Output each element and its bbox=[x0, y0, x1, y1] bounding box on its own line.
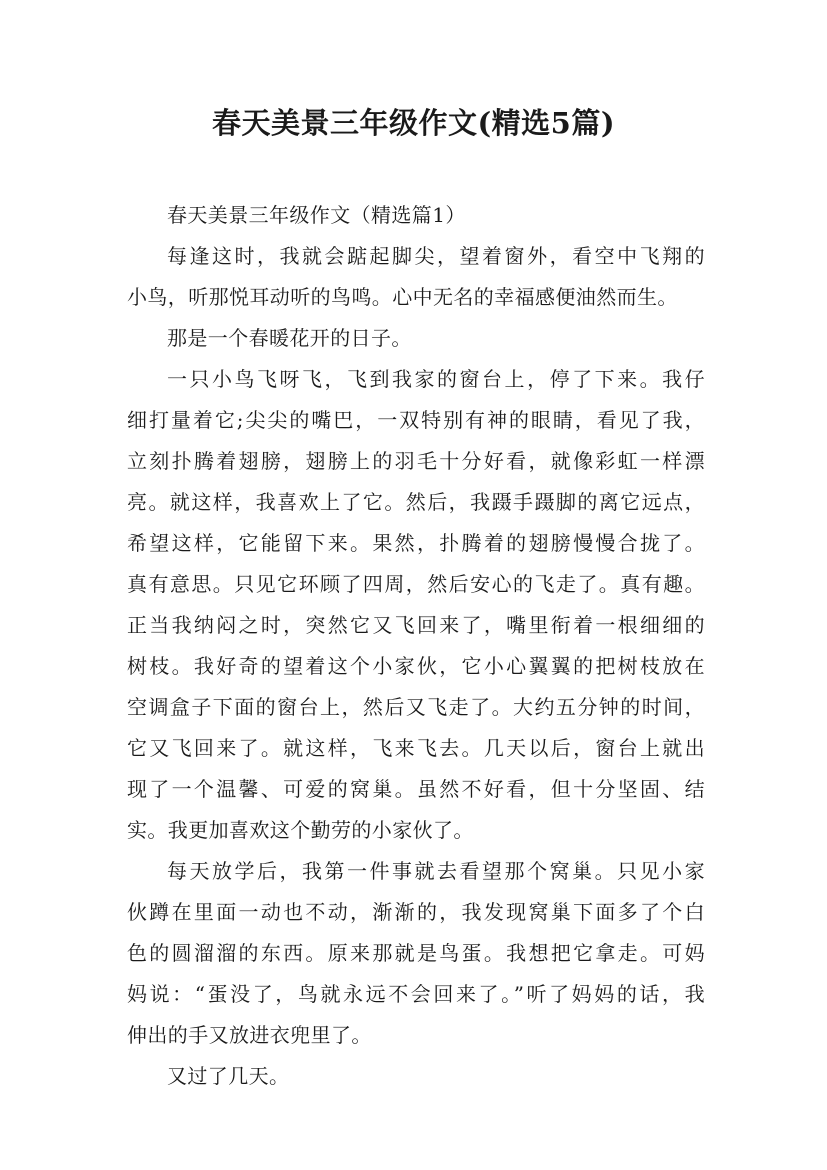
text-line: 妈说：“蛋没了，鸟就永远不会回来了。”听了妈妈的话，我 bbox=[127, 982, 705, 1006]
document-body bbox=[127, 195, 705, 1097]
text-line: 每天放学后，我第一件事就去看望那个窝巢。只见小家 bbox=[167, 859, 705, 883]
text-line: 希望这样，它能留下来。果然，扑腾着的翅膀慢慢合拢了。 bbox=[127, 531, 705, 555]
text-line: 空调盒子下面的窗台上，然后又飞走了。大约五分钟的时间， bbox=[127, 695, 705, 719]
text-line: 正当我纳闷之时，突然它又飞回来了，嘴里衔着一根细细的 bbox=[127, 613, 705, 637]
text-line: 树枝。我好奇的望着这个小家伙，它小心翼翼的把树枝放在 bbox=[127, 654, 705, 678]
text-line: 亮。就这样，我喜欢上了它。然后，我蹑手蹑脚的离它远点， bbox=[127, 490, 705, 514]
text-line: 实。我更加喜欢这个勤劳的小家伙了。 bbox=[127, 818, 474, 842]
text-line: 每逢这时，我就会踮起脚尖，望着窗外，看空中飞翔的 bbox=[167, 244, 705, 268]
text-line: 真有意思。只见它环顾了四周，然后安心的飞走了。真有趣。 bbox=[127, 572, 705, 596]
text-line: 那是一个春暖花开的日子。 bbox=[167, 326, 412, 350]
section-heading: 春天美景三年级作文（精选篇1） bbox=[167, 203, 466, 227]
text-line: 伙蹲在里面一动也不动，渐渐的，我发现窝巢下面多了个白 bbox=[127, 900, 705, 924]
text-line: 伸出的手又放进衣兜里了。 bbox=[127, 1023, 372, 1047]
text-line: 又过了几天。 bbox=[167, 1064, 290, 1088]
text-line: 小鸟，听那悦耳动听的鸟鸣。心中无名的幸福感便油然而生。 bbox=[127, 285, 678, 309]
text-line: 一只小鸟飞呀飞，飞到我家的窗台上，停了下来。我仔 bbox=[167, 367, 705, 391]
text-line: 现了一个温馨、可爱的窝巢。虽然不好看，但十分坚固、结 bbox=[127, 777, 705, 801]
document-title: 春天美景三年级作文(精选5篇) bbox=[211, 106, 616, 140]
text-line: 它又飞回来了。就这样，飞来飞去。几天以后，窗台上就出 bbox=[127, 736, 705, 760]
text-line: 色的圆溜溜的东西。原来那就是鸟蛋。我想把它拿走。可妈 bbox=[127, 941, 705, 965]
text-line: 立刻扑腾着翅膀，翅膀上的羽毛十分好看，就像彩虹一样漂 bbox=[127, 449, 705, 473]
text-line: 细打量着它;尖尖的嘴巴，一双特别有神的眼睛，看见了我， bbox=[127, 408, 705, 432]
